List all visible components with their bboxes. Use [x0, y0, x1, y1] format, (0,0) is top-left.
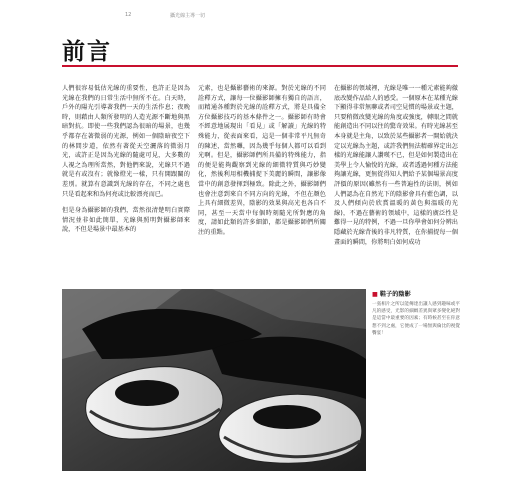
paragraph: 元素，也是攝影藝術的來源。對於光線的不同詮釋方式，讓每一位攝影師擁有獨自的語言，而精通各種對於光線的詮釋方式，將是具備全方位攝影技巧的基本條件之一。攝影師有時會不經意地展現出「看見」或「解讀」光線的特殊能力，從表面來看，這是一個非常平凡無奇的陳述，當然囉，因為幾乎每個人都可以看到光啊。但是，攝影師們所具備的特殊能力，指的便是能夠觀察到光線的細微特質與巧妙變化，然後利用相機捕捉下美麗的瞬間，讓影像當中的創意發揮到極致。除此之外，攝影師們也會注意到來自不同方向的光線，不但在顏色上具有細微差異，陰影的效果與高光也各自不同，甚至一天當中每個時刻隨光所對應的角度，請如此類的許多細節，都是攝影師們所關注的重點。 [198, 85, 326, 236]
text-column-2 [198, 84, 326, 245]
caption-body: 一張相片之所以能傳達出讓人感到趣味或平凡的感受，光影的細緻差異與眾多變化絕對是這當中最重要的因素；有時候甚至在你意想不到之處，它便成了一場無與倫比的視覺饗宴！ [372, 302, 460, 336]
photo-caption [372, 290, 460, 337]
caption-title-text: 鞋子的陰影 [379, 291, 411, 298]
running-title: 攝光線主導一切 [170, 13, 206, 19]
text-column-3 [334, 84, 458, 254]
title-rule [62, 65, 458, 67]
paragraph: 人們很容易低估光線的重要性，也許正是因為光線在我們的日常生活中無所不在。白天時，戶外的陽光引導著我們一天的生活作息；夜晚時，則藉由人類所發明的人造光源不斷地與黑暗對抗。即使一些我們認為很暗的場景，也幾乎都存在著微弱的光源，例如一個陰暗夜空下的林間步道，依然有著從天空灑落的微弱月光，或許正是因為光線的隨處可見，大多數的人視之為理所當然，對他們來說，光線只不過就是有或沒有；就像燈光一樣，只有開跟關的差別。就算有意識到光線的存在，不同之處也只是看起來和為何亮或比較漂亮而已。 [62, 85, 190, 198]
caption-bullet: ■ [372, 291, 378, 298]
shoes-shadow-illustration [62, 289, 366, 471]
text-column-1 [62, 84, 190, 242]
caption-title [372, 290, 460, 299]
title-block [62, 33, 112, 66]
paragraph: 但是身為攝影師的我們，當然很清楚明白實際情況並非如此簡單，光線與照明對攝影師來說，不但是場景中最基本的 [62, 207, 190, 234]
page-header [0, 0, 520, 23]
shoes-photo [62, 289, 366, 471]
paragraph: 在攝影的領域裡，光線是唯一一種元素能夠徹底改變作品給人的感受。一個原本在某種光線下顯得非常無聊或者司空見慣的場景或主題，只要稍微改變光線的角度或強度，轉眼之間就能創造出不同以往的驚奇效果。有時光線甚至本身就是主角，以致於某些攝影者一開始就決定以光線為主題，或許我們無法精確界定出怎樣的光線能讓人讚嘆不已，但是如何製造出在美學上令人愉悅的光線，或者透過何種方法能夠讓光線，更無從得知人們給予某個場景高度評價的原因(雖然有一些普遍性的法則，例如人們認為在自然光下的陰影會具有藍色調，以及人們傾向於欣賞溫暖的黃色與溫暖的光線)，不過在藝術的領域中，這樣的廣泛性是難得一見的特例，不過一旦你學會如何分辨出隱藏於光線背後的非凡特質，在你捕捉每一個畫面的瞬間，你將明白如何成功 [334, 85, 458, 246]
page-title: 前言 [62, 39, 112, 65]
page-number: 12 [125, 12, 132, 18]
